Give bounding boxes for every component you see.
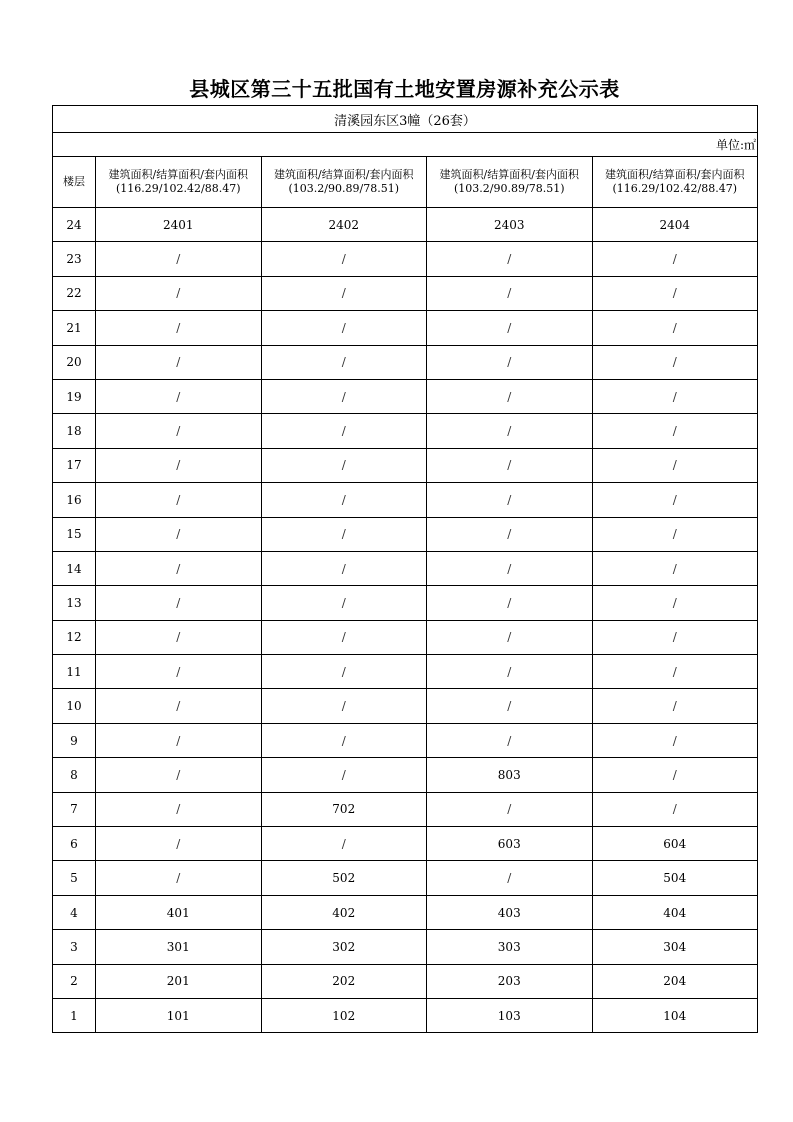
unit-cell: / [261,379,427,413]
table-row [53,895,758,929]
unit-cell: / [592,655,758,689]
table-row [53,861,758,895]
table-row [53,655,758,689]
table-row [53,448,758,482]
table-row [53,276,758,310]
table-row [53,208,758,242]
header-row [53,157,758,208]
floor-number: 13 [53,586,96,620]
unit-cell: 101 [96,998,262,1032]
unit-cell: / [96,758,262,792]
unit-cell: 203 [427,964,593,998]
unit-cell: / [261,723,427,757]
unit-cell: 401 [96,895,262,929]
floor-number: 19 [53,379,96,413]
unit-cell: / [427,448,593,482]
floor-number: 18 [53,414,96,448]
floor-number: 7 [53,792,96,826]
unit-cell: / [261,242,427,276]
unit-cell: / [427,517,593,551]
table-row [53,586,758,620]
unit-cell: 2401 [96,208,262,242]
unit-cell: / [96,311,262,345]
column-header-area-values: (116.29/102.42/88.47) [612,182,737,195]
unit-cell: 304 [592,930,758,964]
unit-cell: / [427,311,593,345]
unit-cell: 301 [96,930,262,964]
unit-cell: / [261,448,427,482]
unit-cell: / [261,827,427,861]
unit-cell: / [96,448,262,482]
unit-cell: 103 [427,998,593,1032]
unit-cell: / [592,723,758,757]
table-row [53,998,758,1032]
floor-number: 6 [53,827,96,861]
unit-cell: 404 [592,895,758,929]
column-header-area-labels: 建筑面积/结算面积/套内面积 [108,168,248,181]
unit-cell: / [592,586,758,620]
floor-number: 10 [53,689,96,723]
building-subtitle: 清溪园东区3幢（26套） [53,106,758,133]
floor-header: 楼层 [53,157,96,208]
unit-row [53,133,758,157]
table-row [53,930,758,964]
column-header [427,157,593,208]
unit-cell: 201 [96,964,262,998]
unit-cell: / [427,861,593,895]
unit-cell: / [427,242,593,276]
unit-cell: / [592,551,758,585]
unit-cell: / [261,551,427,585]
subtitle-row [53,106,758,133]
table-row [53,620,758,654]
floor-number: 23 [53,242,96,276]
unit-cell: 502 [261,861,427,895]
unit-cell: / [592,345,758,379]
unit-cell: / [96,827,262,861]
unit-cell: / [96,723,262,757]
column-header [592,157,758,208]
table-row [53,758,758,792]
unit-cell: / [427,414,593,448]
table-row [53,345,758,379]
unit-cell: / [261,655,427,689]
floor-number: 8 [53,758,96,792]
unit-cell: / [592,517,758,551]
housing-table [52,105,758,1033]
unit-cell: 2402 [261,208,427,242]
unit-cell: / [427,586,593,620]
unit-cell: 603 [427,827,593,861]
unit-cell: / [96,345,262,379]
table-row [53,827,758,861]
unit-cell: / [261,517,427,551]
unit-cell: 403 [427,895,593,929]
unit-cell: 402 [261,895,427,929]
unit-label: 单位:㎡ [53,133,758,157]
unit-cell: / [592,276,758,310]
floor-number: 5 [53,861,96,895]
unit-cell: / [592,311,758,345]
floor-number: 1 [53,998,96,1032]
unit-cell: / [96,655,262,689]
unit-cell: / [592,620,758,654]
table-row [53,964,758,998]
unit-cell: / [427,483,593,517]
unit-cell: / [96,689,262,723]
table-row [53,792,758,826]
table-row [53,551,758,585]
column-header-area-labels: 建筑面积/结算面积/套内面积 [605,168,745,181]
unit-cell: / [592,758,758,792]
unit-cell: / [592,414,758,448]
unit-cell: / [427,551,593,585]
floor-number: 4 [53,895,96,929]
unit-cell: / [592,379,758,413]
floor-number: 2 [53,964,96,998]
floor-number: 20 [53,345,96,379]
column-header [96,157,262,208]
table-row [53,723,758,757]
table-row [53,242,758,276]
unit-cell: 202 [261,964,427,998]
unit-cell: / [96,379,262,413]
floor-number: 9 [53,723,96,757]
unit-cell: / [261,483,427,517]
unit-cell: 702 [261,792,427,826]
floor-number: 15 [53,517,96,551]
unit-cell: 604 [592,827,758,861]
floor-number: 22 [53,276,96,310]
floor-number: 3 [53,930,96,964]
table-row [53,379,758,413]
unit-cell: / [427,276,593,310]
unit-cell: / [261,758,427,792]
unit-cell: / [261,620,427,654]
unit-cell: 102 [261,998,427,1032]
unit-cell: / [96,483,262,517]
floor-number: 24 [53,208,96,242]
column-header-area-labels: 建筑面积/结算面积/套内面积 [274,168,414,181]
unit-cell: / [261,586,427,620]
unit-cell: / [592,689,758,723]
unit-cell: / [96,620,262,654]
table-row [53,517,758,551]
unit-cell: / [427,792,593,826]
unit-cell: / [592,242,758,276]
unit-cell: / [592,483,758,517]
column-header-area-values: (103.2/90.89/78.51) [454,182,565,195]
unit-cell: 2404 [592,208,758,242]
unit-cell: / [427,723,593,757]
column-header [261,157,427,208]
page-title: 县城区第三十五批国有土地安置房源补充公示表 [189,77,620,101]
unit-cell: 204 [592,964,758,998]
unit-cell: / [427,345,593,379]
unit-cell: / [427,379,593,413]
column-header-area-values: (103.2/90.89/78.51) [288,182,399,195]
unit-cell: / [96,861,262,895]
unit-cell: / [427,655,593,689]
unit-cell: 104 [592,998,758,1032]
unit-cell: 303 [427,930,593,964]
unit-cell: 803 [427,758,593,792]
unit-cell: / [427,689,593,723]
unit-cell: / [261,311,427,345]
column-header-area-labels: 建筑面积/结算面积/套内面积 [439,168,579,181]
unit-cell: / [96,242,262,276]
table-row [53,689,758,723]
floor-number: 16 [53,483,96,517]
unit-cell: 302 [261,930,427,964]
floor-number: 14 [53,551,96,585]
floor-number: 17 [53,448,96,482]
table-row [53,414,758,448]
unit-cell: / [96,517,262,551]
unit-cell: / [592,792,758,826]
floor-number: 21 [53,311,96,345]
table-row [53,311,758,345]
unit-cell: / [261,345,427,379]
unit-cell: / [96,276,262,310]
unit-cell: / [96,414,262,448]
unit-cell: 504 [592,861,758,895]
unit-cell: / [261,276,427,310]
unit-cell: / [261,414,427,448]
unit-cell: / [261,689,427,723]
unit-cell: / [96,586,262,620]
floor-number: 12 [53,620,96,654]
floor-number: 11 [53,655,96,689]
unit-cell: 2403 [427,208,593,242]
column-header-area-values: (116.29/102.42/88.47) [116,182,241,195]
unit-cell: / [427,620,593,654]
unit-cell: / [96,792,262,826]
unit-cell: / [592,448,758,482]
table-row [53,483,758,517]
unit-cell: / [96,551,262,585]
